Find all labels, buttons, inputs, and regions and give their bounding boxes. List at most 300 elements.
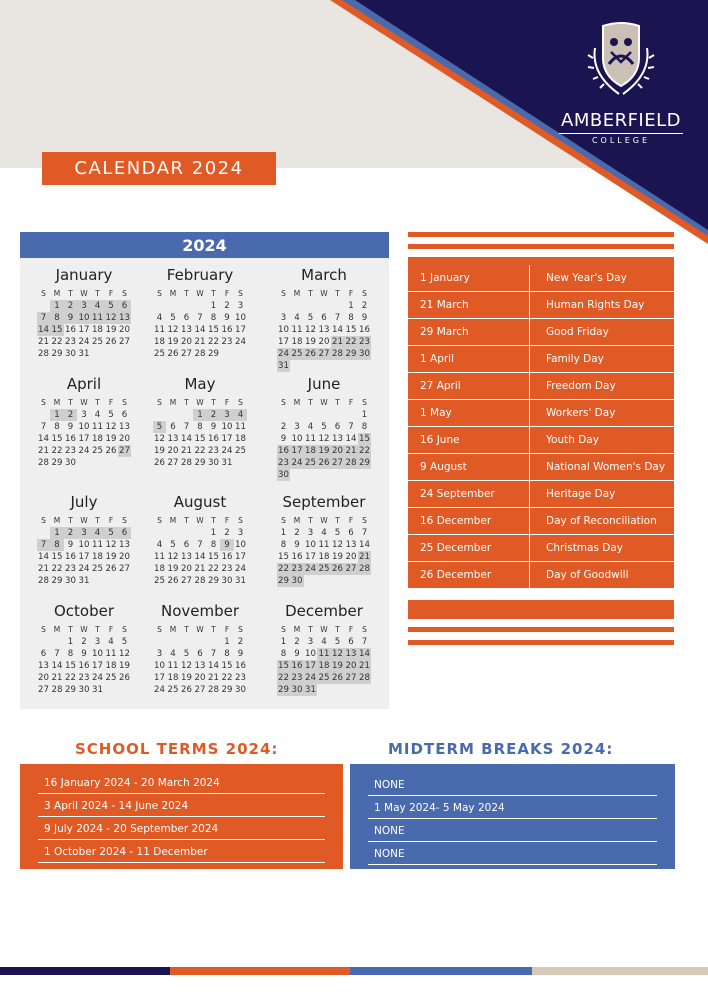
day-header: S bbox=[122, 516, 127, 525]
day-cell: 26 bbox=[105, 446, 117, 456]
day-cell: 29 bbox=[51, 349, 63, 359]
month-name: March bbox=[301, 266, 347, 284]
day-cell: 16 bbox=[65, 325, 76, 335]
day-cell: 12 bbox=[332, 540, 343, 550]
day-cell: 2 bbox=[64, 409, 78, 421]
day-cell: 3 bbox=[294, 422, 300, 432]
day-header: W bbox=[320, 516, 328, 525]
month-grid bbox=[148, 624, 252, 696]
day-header: F bbox=[348, 398, 354, 407]
day-header: W bbox=[196, 398, 204, 407]
page-title: CALENDAR 2024 bbox=[42, 152, 276, 185]
term-item: 9 July 2024 - 20 September 2024 bbox=[38, 818, 325, 840]
day-header: F bbox=[348, 289, 354, 298]
holiday-date: 1 April bbox=[408, 346, 530, 372]
empty-cell bbox=[317, 409, 331, 421]
empty-cell bbox=[304, 300, 318, 312]
day-cell: 2 bbox=[361, 301, 368, 311]
day-cell: 18 bbox=[154, 337, 165, 347]
footer-bar-blue bbox=[350, 967, 532, 975]
day-cell: 10 bbox=[278, 325, 289, 335]
stripe bbox=[408, 232, 674, 237]
day-cell: 13 bbox=[181, 552, 192, 562]
month-name: February bbox=[166, 266, 234, 284]
empty-cell bbox=[153, 636, 167, 648]
day-cell: 30 bbox=[291, 576, 303, 586]
empty-cell bbox=[37, 527, 51, 539]
day-cell: 21 bbox=[194, 564, 206, 574]
day-cell: 30 bbox=[65, 349, 76, 359]
empty-cell bbox=[166, 636, 180, 648]
day-cell: 16 bbox=[221, 552, 233, 562]
month-6 bbox=[32, 493, 136, 587]
holiday-row bbox=[408, 562, 674, 589]
day-cell: 19 bbox=[305, 337, 316, 347]
day-cell: 12 bbox=[181, 661, 192, 671]
holiday-name: Freedom Day bbox=[546, 380, 616, 392]
day-cell: 16 bbox=[291, 661, 303, 671]
day-cell: 2 bbox=[207, 409, 221, 421]
day-header: S bbox=[362, 289, 367, 298]
day-header: S bbox=[281, 625, 286, 634]
day-cell: 4 bbox=[156, 540, 163, 550]
day-cell: 8 bbox=[210, 540, 217, 550]
day-cell: 29 bbox=[345, 349, 357, 359]
day-cell: 22 bbox=[278, 673, 289, 683]
holiday-row bbox=[408, 373, 674, 400]
day-header: T bbox=[335, 516, 340, 525]
month-grid bbox=[32, 397, 136, 469]
day-cell: 24 bbox=[235, 564, 246, 574]
day-cell: 31 bbox=[278, 361, 289, 371]
day-cell: 4 bbox=[108, 637, 114, 647]
day-cell: 17 bbox=[92, 661, 103, 671]
day-header: S bbox=[238, 625, 243, 634]
day-cell: 7 bbox=[40, 422, 47, 432]
day-cell: 25 bbox=[318, 564, 330, 574]
day-header: T bbox=[95, 625, 100, 634]
day-cell: 21 bbox=[194, 337, 206, 347]
day-cell: 7 bbox=[183, 422, 190, 432]
month-10 bbox=[148, 602, 252, 696]
day-cell: 18 bbox=[105, 661, 117, 671]
day-cell: 27 bbox=[194, 685, 206, 695]
day-header: S bbox=[41, 516, 46, 525]
day-cell: 11 bbox=[167, 661, 179, 671]
day-cell: 26 bbox=[332, 564, 343, 574]
day-cell: 22 bbox=[194, 446, 206, 456]
day-cell: 25 bbox=[154, 576, 165, 586]
day-cell: 6 bbox=[197, 649, 203, 659]
day-cell: 18 bbox=[92, 434, 103, 444]
day-cell: 6 bbox=[183, 313, 190, 323]
day-cell: 16 bbox=[278, 446, 289, 456]
day-header: W bbox=[320, 398, 328, 407]
day-cell: 31 bbox=[78, 576, 90, 586]
day-header: T bbox=[95, 516, 100, 525]
day-header: S bbox=[281, 289, 286, 298]
day-cell: 8 bbox=[280, 649, 287, 659]
day-cell: 14 bbox=[38, 325, 49, 335]
day-cell: 5 bbox=[104, 300, 118, 312]
day-cell: 31 bbox=[92, 685, 103, 695]
holiday-date: 16 December bbox=[408, 508, 530, 534]
day-cell: 20 bbox=[119, 434, 130, 444]
day-cell: 10 bbox=[305, 649, 316, 659]
school-terms-title: SCHOOL TERMS 2024: bbox=[75, 740, 279, 758]
day-cell: 2 bbox=[224, 301, 230, 311]
day-cell: 5 bbox=[307, 313, 314, 323]
empty-cell bbox=[331, 300, 345, 312]
holiday-name: National Women's Day bbox=[546, 461, 666, 473]
day-header: S bbox=[157, 625, 162, 634]
day-cell: 1 bbox=[280, 528, 287, 538]
day-cell: 10 bbox=[78, 313, 90, 323]
day-cell: 1 bbox=[210, 528, 217, 538]
holiday-row bbox=[408, 427, 674, 454]
day-cell: 21 bbox=[359, 661, 370, 671]
day-cell: 19 bbox=[154, 446, 165, 456]
month-9 bbox=[32, 602, 136, 696]
empty-cell bbox=[153, 409, 167, 421]
day-header: W bbox=[320, 289, 328, 298]
day-cell: 7 bbox=[361, 528, 368, 538]
day-cell: 19 bbox=[105, 434, 117, 444]
day-cell: 28 bbox=[359, 564, 370, 574]
day-cell: 25 bbox=[92, 446, 103, 456]
calendar-panel bbox=[20, 232, 389, 709]
day-cell: 16 bbox=[359, 325, 370, 335]
day-header: W bbox=[196, 516, 204, 525]
day-header: T bbox=[95, 398, 100, 407]
day-cell: 1 bbox=[67, 637, 74, 647]
day-header: W bbox=[320, 625, 328, 634]
crest-icon bbox=[581, 18, 661, 104]
day-header: F bbox=[108, 398, 114, 407]
day-header: T bbox=[211, 398, 216, 407]
day-cell: 20 bbox=[181, 564, 192, 574]
day-cell: 30 bbox=[78, 685, 90, 695]
day-cell: 1 bbox=[361, 410, 368, 420]
day-cell: 9 bbox=[280, 434, 287, 444]
day-cell: 20 bbox=[38, 673, 49, 683]
day-cell: 26 bbox=[167, 576, 179, 586]
day-cell: 7 bbox=[197, 540, 203, 550]
day-cell: 23 bbox=[65, 564, 76, 574]
day-cell: 1 bbox=[50, 300, 64, 312]
day-cell: 8 bbox=[54, 422, 60, 432]
month-grid bbox=[272, 624, 376, 696]
day-cell: 15 bbox=[51, 325, 63, 335]
day-cell: 18 bbox=[318, 661, 330, 671]
day-cell: 8 bbox=[361, 422, 368, 432]
day-cell: 23 bbox=[291, 673, 303, 683]
day-cell: 18 bbox=[92, 552, 103, 562]
day-header: W bbox=[80, 625, 88, 634]
day-cell: 8 bbox=[210, 313, 217, 323]
stripe bbox=[408, 600, 674, 619]
day-cell: 8 bbox=[67, 649, 74, 659]
day-cell: 17 bbox=[235, 325, 246, 335]
day-header: F bbox=[108, 625, 114, 634]
day-cell: 30 bbox=[278, 470, 289, 480]
month-grid bbox=[272, 397, 376, 481]
day-cell: 13 bbox=[38, 661, 49, 671]
day-cell: 23 bbox=[359, 337, 370, 347]
day-cell: 27 bbox=[345, 564, 357, 574]
day-cell: 28 bbox=[38, 349, 49, 359]
day-cell: 31 bbox=[235, 576, 246, 586]
term-item: 16 January 2024 - 20 March 2024 bbox=[38, 772, 325, 794]
day-cell: 16 bbox=[65, 434, 76, 444]
day-cell: 8 bbox=[280, 540, 287, 550]
day-header: S bbox=[41, 625, 46, 634]
day-cell: 3 bbox=[81, 410, 87, 420]
day-header: S bbox=[157, 516, 162, 525]
day-cell: 15 bbox=[65, 661, 76, 671]
day-cell: 29 bbox=[208, 349, 219, 359]
empty-cell bbox=[277, 409, 291, 421]
day-header: T bbox=[335, 289, 340, 298]
day-cell: 29 bbox=[51, 576, 63, 586]
month-0 bbox=[32, 266, 136, 360]
holiday-date: 16 June bbox=[408, 427, 530, 453]
day-cell: 15 bbox=[278, 661, 289, 671]
day-cell: 22 bbox=[51, 337, 63, 347]
empty-cell bbox=[153, 527, 167, 539]
day-cell: 14 bbox=[359, 649, 370, 659]
day-cell: 5 bbox=[321, 422, 327, 432]
day-cell: 26 bbox=[167, 349, 179, 359]
day-cell: 13 bbox=[119, 540, 130, 550]
day-cell: 7 bbox=[37, 539, 51, 551]
day-header: M bbox=[53, 625, 61, 634]
day-cell: 7 bbox=[210, 649, 217, 659]
logo-divider bbox=[559, 133, 683, 134]
day-cell: 16 bbox=[221, 325, 233, 335]
day-cell: 10 bbox=[92, 649, 103, 659]
day-cell: 21 bbox=[38, 564, 49, 574]
break-item: NONE bbox=[368, 774, 657, 796]
day-cell: 7 bbox=[37, 312, 51, 324]
month-name: June bbox=[307, 375, 341, 393]
month-name: August bbox=[173, 493, 227, 511]
empty-cell bbox=[290, 409, 304, 421]
day-cell: 29 bbox=[278, 685, 289, 695]
day-cell: 16 bbox=[235, 661, 246, 671]
day-cell: 20 bbox=[332, 446, 343, 456]
day-cell: 22 bbox=[208, 337, 219, 347]
day-cell: 17 bbox=[305, 552, 316, 562]
day-cell: 13 bbox=[345, 649, 357, 659]
day-cell: 9 bbox=[294, 649, 300, 659]
day-cell: 6 bbox=[118, 300, 132, 312]
day-header: M bbox=[169, 625, 177, 634]
day-header: T bbox=[335, 398, 340, 407]
day-cell: 13 bbox=[119, 313, 130, 323]
day-cell: 22 bbox=[65, 673, 76, 683]
day-cell: 11 bbox=[318, 649, 330, 659]
day-cell: 14 bbox=[208, 661, 219, 671]
break-item: 1 May 2024- 5 May 2024 bbox=[368, 797, 657, 819]
day-cell: 19 bbox=[181, 673, 192, 683]
day-cell: 30 bbox=[359, 349, 370, 359]
day-cell: 15 bbox=[194, 434, 206, 444]
logo bbox=[555, 18, 687, 145]
day-header: S bbox=[41, 289, 46, 298]
day-cell: 18 bbox=[154, 564, 165, 574]
holiday-date: 25 December bbox=[408, 535, 530, 561]
day-header: M bbox=[169, 398, 177, 407]
day-cell: 27 bbox=[318, 349, 330, 359]
day-cell: 14 bbox=[194, 552, 206, 562]
day-cell: 6 bbox=[183, 540, 190, 550]
month-grid bbox=[32, 515, 136, 587]
day-cell: 30 bbox=[208, 458, 219, 468]
month-4 bbox=[148, 375, 252, 469]
holiday-name: Good Friday bbox=[546, 326, 609, 338]
month-name: October bbox=[53, 602, 115, 620]
day-cell: 24 bbox=[78, 446, 90, 456]
day-cell: 24 bbox=[154, 685, 165, 695]
holiday-name: Day of Goodwill bbox=[546, 569, 629, 581]
day-cell: 11 bbox=[92, 540, 103, 550]
day-cell: 26 bbox=[332, 673, 343, 683]
day-cell: 21 bbox=[51, 673, 63, 683]
holiday-row bbox=[408, 319, 674, 346]
day-header: M bbox=[53, 289, 61, 298]
day-cell: 17 bbox=[78, 325, 90, 335]
month-grid bbox=[272, 288, 376, 372]
day-header: T bbox=[308, 625, 313, 634]
month-grid bbox=[148, 515, 252, 587]
empty-cell bbox=[317, 300, 331, 312]
day-cell: 6 bbox=[121, 410, 128, 420]
day-cell: 3 bbox=[94, 637, 101, 647]
day-cell: 16 bbox=[78, 661, 90, 671]
day-cell: 6 bbox=[170, 422, 176, 432]
empty-cell bbox=[193, 636, 207, 648]
day-cell: 8 bbox=[50, 312, 64, 324]
day-cell: 26 bbox=[305, 349, 316, 359]
day-cell: 5 bbox=[334, 528, 341, 538]
day-cell: 26 bbox=[119, 673, 130, 683]
logo-subtitle: COLLEGE bbox=[591, 136, 651, 145]
day-cell: 20 bbox=[167, 446, 179, 456]
day-cell: 25 bbox=[305, 458, 316, 468]
empty-cell bbox=[193, 527, 207, 539]
day-cell: 17 bbox=[278, 337, 289, 347]
day-cell: 30 bbox=[221, 576, 233, 586]
day-cell: 21 bbox=[345, 446, 357, 456]
month-3 bbox=[32, 375, 136, 469]
day-cell: 28 bbox=[181, 458, 192, 468]
day-header: F bbox=[224, 398, 230, 407]
logo-name: AMBERFIELD bbox=[561, 110, 681, 131]
day-header: T bbox=[184, 289, 189, 298]
day-cell: 22 bbox=[345, 337, 357, 347]
day-cell: 17 bbox=[291, 446, 303, 456]
day-cell: 20 bbox=[345, 661, 357, 671]
day-cell: 9 bbox=[67, 540, 74, 550]
day-cell: 4 bbox=[307, 422, 314, 432]
day-cell: 17 bbox=[154, 673, 165, 683]
day-cell: 3 bbox=[307, 528, 314, 538]
day-cell: 20 bbox=[318, 337, 330, 347]
day-cell: 18 bbox=[318, 552, 330, 562]
day-cell: 2 bbox=[224, 528, 230, 538]
day-header: T bbox=[184, 398, 189, 407]
day-cell: 21 bbox=[208, 673, 219, 683]
day-header: T bbox=[308, 516, 313, 525]
day-cell: 7 bbox=[197, 313, 203, 323]
holiday-date: 1 January bbox=[408, 265, 530, 291]
day-cell: 15 bbox=[345, 325, 357, 335]
day-cell: 4 bbox=[321, 637, 327, 647]
day-cell: 28 bbox=[208, 685, 219, 695]
day-cell: 12 bbox=[167, 552, 179, 562]
day-cell: 14 bbox=[51, 661, 63, 671]
month-grid bbox=[32, 624, 136, 696]
day-header: S bbox=[41, 398, 46, 407]
day-cell: 13 bbox=[332, 434, 343, 444]
day-cell: 19 bbox=[119, 661, 130, 671]
day-cell: 12 bbox=[105, 422, 117, 432]
day-cell: 13 bbox=[181, 325, 192, 335]
day-cell: 2 bbox=[237, 637, 244, 647]
day-cell: 11 bbox=[318, 540, 330, 550]
empty-cell bbox=[153, 300, 167, 312]
day-cell: 15 bbox=[359, 434, 370, 444]
day-cell: 17 bbox=[221, 434, 233, 444]
day-header: S bbox=[157, 289, 162, 298]
day-cell: 18 bbox=[167, 673, 179, 683]
day-cell: 15 bbox=[51, 552, 63, 562]
holiday-date: 27 April bbox=[408, 373, 530, 399]
stripe bbox=[408, 627, 674, 632]
day-cell: 11 bbox=[105, 649, 117, 659]
day-cell: 6 bbox=[40, 649, 47, 659]
day-cell: 10 bbox=[154, 661, 165, 671]
month-name: December bbox=[285, 602, 363, 620]
break-item: NONE bbox=[368, 843, 657, 865]
day-cell: 27 bbox=[119, 337, 130, 347]
day-cell: 4 bbox=[91, 300, 105, 312]
empty-cell bbox=[290, 300, 304, 312]
day-header: S bbox=[238, 398, 243, 407]
day-cell: 28 bbox=[332, 349, 343, 359]
day-cell: 18 bbox=[291, 337, 303, 347]
day-cell: 1 bbox=[50, 527, 64, 539]
day-cell: 28 bbox=[359, 673, 370, 683]
day-cell: 25 bbox=[92, 337, 103, 347]
day-cell: 20 bbox=[194, 673, 206, 683]
day-header: S bbox=[362, 516, 367, 525]
day-cell: 15 bbox=[208, 325, 219, 335]
day-cell: 11 bbox=[92, 422, 103, 432]
day-cell: 22 bbox=[359, 446, 370, 456]
day-cell: 18 bbox=[305, 446, 316, 456]
empty-cell bbox=[277, 300, 291, 312]
day-cell: 2 bbox=[280, 422, 287, 432]
empty-cell bbox=[304, 409, 318, 421]
day-cell: 5 bbox=[183, 649, 190, 659]
midterm-breaks-title: MIDTERM BREAKS 2024: bbox=[388, 740, 614, 758]
day-cell: 16 bbox=[291, 552, 303, 562]
day-cell: 29 bbox=[221, 685, 233, 695]
holiday-row bbox=[408, 535, 674, 562]
day-cell: 21 bbox=[332, 337, 343, 347]
